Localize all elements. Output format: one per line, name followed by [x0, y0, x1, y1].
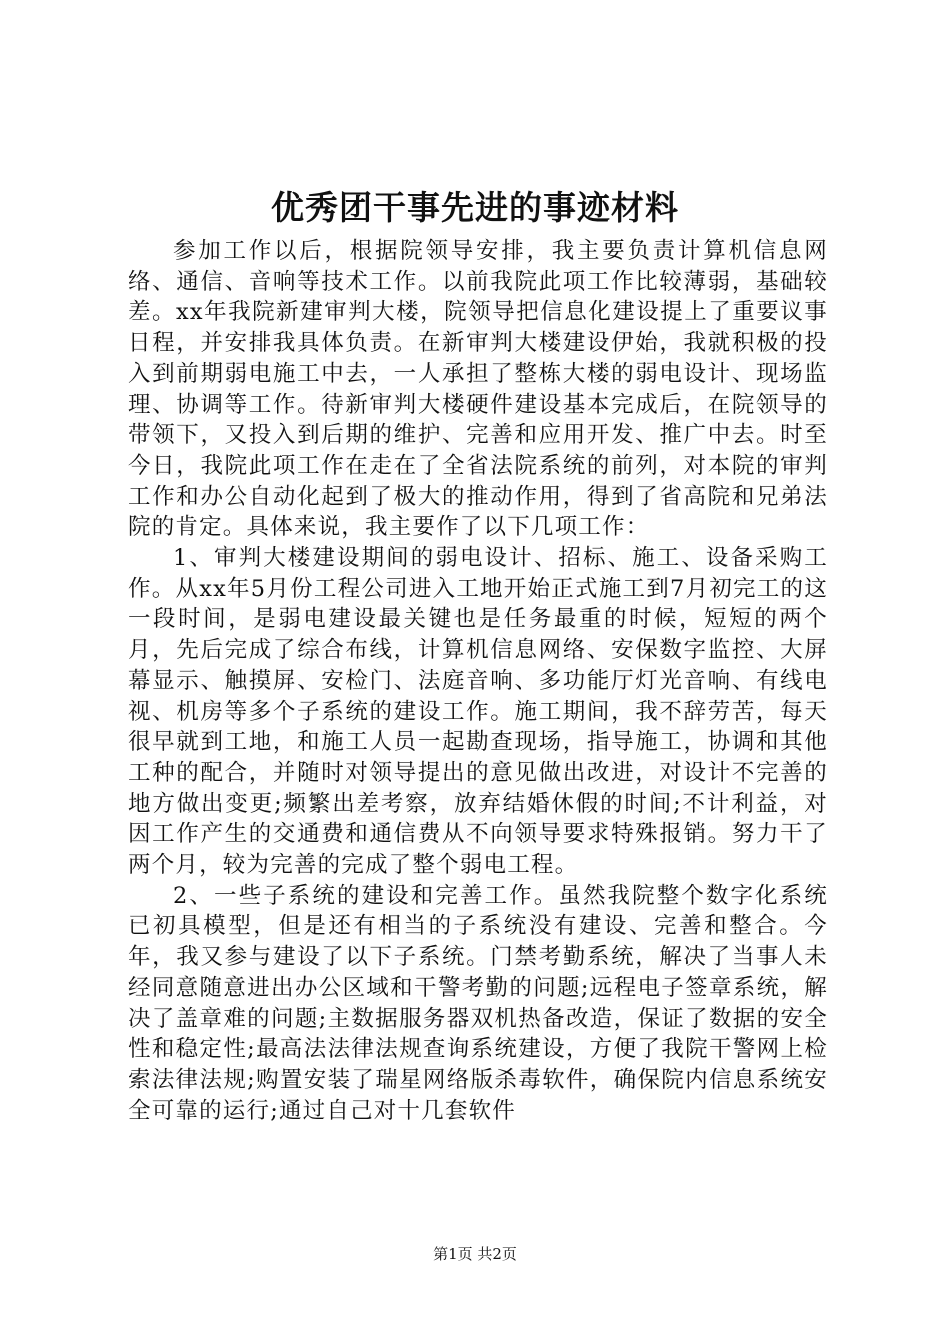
document-body	[128, 236, 828, 1126]
page-title: 优秀团干事先进的事迹材料	[271, 188, 679, 227]
paragraph-intro: 参加工作以后，根据院领导安排，我主要负责计算机信息网络、通信、音响等技术工作。以前我院此项工作比较薄弱，基础较差。xx年我院新建审判大楼，院领导把信息化建设提上了重要议事日程，并安排我具体负责。在新审判大楼建设伊始，我就积极的投入到前期弱电施工中去，一人承担了整栋大楼的弱电设计、现场监理、协调等工作。待新审判大楼硬件建设基本完成后，在院领导的带领下，又投入到后期的维护、完善和应用开发、推广中去。时至今日，我院此项工作在走在了全省法院系统的前列，对本院的审判工作和办公自动化起到了极大的推动作用，得到了省高院和兄弟法院的肯定。具体来说，我主要作了以下几项工作：	[128, 238, 828, 541]
paragraph-item-2: 2、一些子系统的建设和完善工作。虽然我院整个数字化系统已初具模型，但是还有相当的子系统没有建设、完善和整合。今年，我又参与建设了以下子系统。门禁考勤系统，解决了当事人未经同意随意进出办公区域和干警考勤的问题;远程电子签章系统，解决了盖章难的问题;主数据服务器双机热备改造，保证了数据的安全性和稳定性;最高法法律法规查询系统建设，方便了我院干警网上检索法律法规;购置安装了瑞星网络版杀毒软件，确保院内信息系统安全可靠的运行;通过自己对十几套软件	[128, 882, 828, 1124]
page-number: 第1页 共2页	[433, 1245, 517, 1263]
paragraph-item-1: 1、审判大楼建设期间的弱电设计、招标、施工、设备采购工作。从xx年5月份工程公司进入工地开始正式施工到7月初完工的这一段时间，是弱电建设最关键也是任务最重的时候，短短的两个月，先后完成了综合布线，计算机信息网络、安保数字监控、大屏幕显示、触摸屏、安检门、法庭音响、多功能厅灯光音响、有线电视、机房等多个子系统的建设工作。施工期间，我不辞劳苦，每天很早就到工地，和施工人员一起勘查现场，指导施工，协调和其他工种的配合，并随时对领导提出的意见做出改进，对设计不完善的地方做出变更;频繁出差考察，放弃结婚休假的时间;不计利益，对因工作产生的交通费和通信费从不向领导要求特殊报销。努力干了两个月，较为完善的完成了整个弱电工程。	[128, 545, 828, 879]
